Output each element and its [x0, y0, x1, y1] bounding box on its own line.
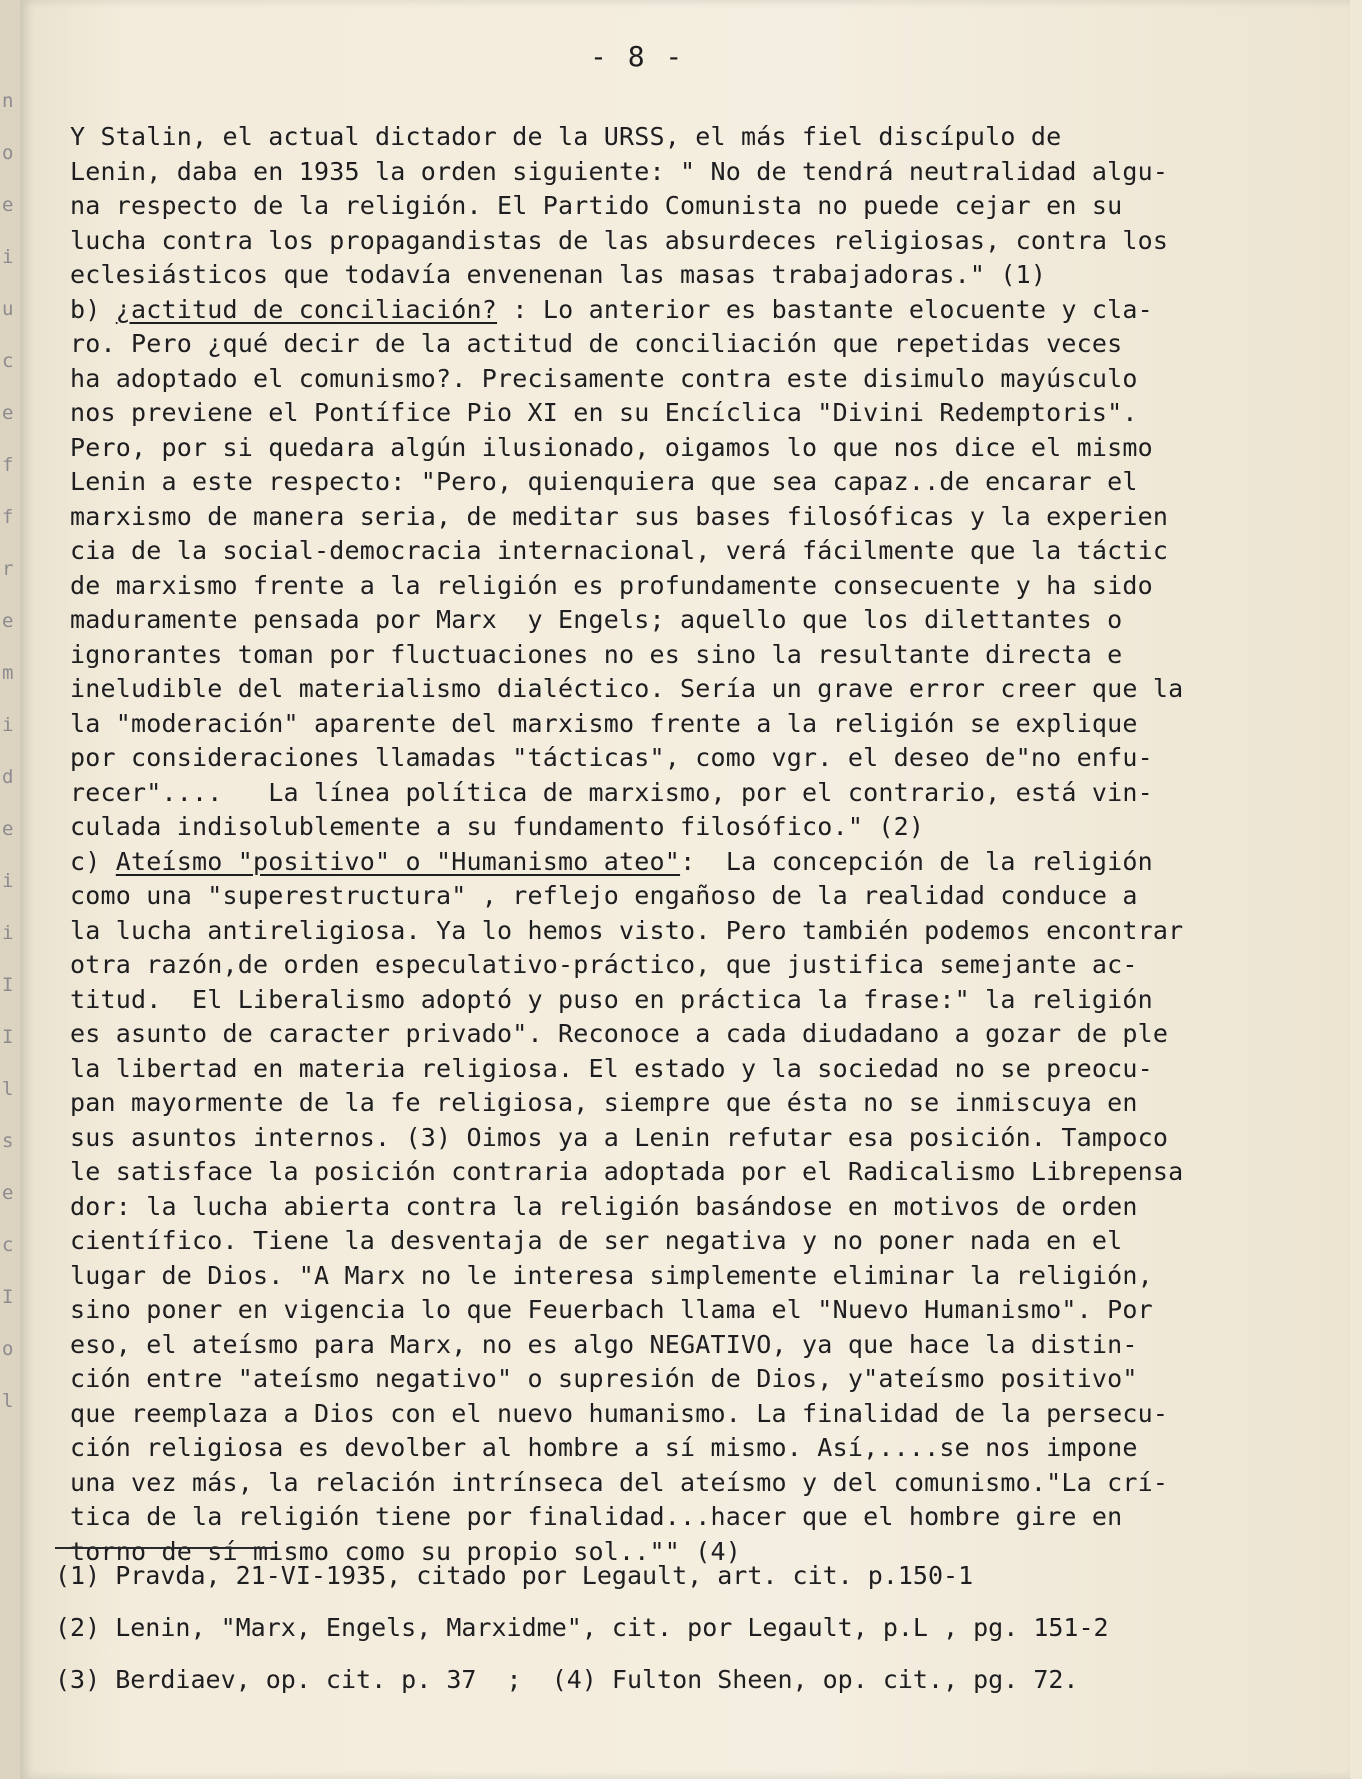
text-line	[70, 1397, 1360, 1432]
text-line	[70, 1190, 1360, 1225]
bleed-letter: e	[2, 818, 14, 840]
text-segment: ción religiosa es devolber al hombre a sí mismo. Así,....se nos impone	[70, 1433, 1138, 1462]
text-segment: Pero, por si quedara algún ilusionado, oigamos lo que nos dice el mismo	[70, 432, 1153, 462]
text-line	[70, 258, 1360, 293]
text-line	[70, 1017, 1360, 1052]
text-segment: tica de la religión tiene por finalidad...hacer que el hombre gire en	[70, 1502, 1123, 1531]
footnotes	[55, 1550, 1355, 1706]
document-page	[20, 0, 1350, 1779]
text-segment: sus asuntos internos. (3) Oimos ya a Lenin refutar esa posición. Tampoco	[70, 1122, 1169, 1152]
text-line	[70, 224, 1360, 259]
text-line	[70, 1362, 1360, 1397]
text-line	[70, 707, 1360, 742]
text-line	[70, 845, 1360, 880]
text-line	[70, 120, 1360, 155]
text-line	[70, 603, 1360, 638]
text-line	[70, 465, 1360, 500]
text-segment: eso, el ateísmo para Marx, no es algo NEGATIVO, ya que hace la distin-	[70, 1329, 1138, 1359]
text-segment: la "moderación" aparente del marxismo frente a la religión se explique	[70, 708, 1138, 738]
text-line	[70, 1224, 1360, 1259]
text-segment: ha adoptado el comunismo?. Precisamente contra este disimulo mayúsculo	[70, 363, 1138, 393]
text-segment: Lenin a este respecto: "Pero, quienquiera que sea capaz..de encarar el	[70, 467, 1138, 496]
bleed-letter: o	[2, 1338, 14, 1360]
text-line	[70, 396, 1360, 431]
text-segment: ro. Pero ¿qué decir de la actitud de conciliación que repetidas veces	[70, 329, 1123, 358]
text-line	[70, 948, 1360, 983]
text-segment: na respecto de la religión. El Partido Comunista no puede cejar en su	[70, 191, 1123, 220]
text-line	[70, 638, 1360, 673]
text-segment: b)	[70, 294, 116, 324]
text-segment: como una "superestructura" , reflejo engañoso de la realidad conduce a	[70, 881, 1138, 910]
bleed-letter: d	[2, 766, 14, 788]
footnote-separator	[55, 1547, 275, 1549]
bleed-letter: i	[2, 870, 14, 892]
text-segment: nos previene el Pontífice Pio XI en su Encíclica "Divini Redemptoris".	[70, 398, 1138, 427]
text-segment: : Lo anterior es bastante elocuente y cla-	[497, 294, 1153, 324]
text-line	[70, 431, 1360, 466]
text-segment: una vez más, la relación intrínseca del ateísmo y del comunismo."La crí-	[70, 1467, 1169, 1497]
text-line	[70, 1121, 1360, 1156]
text-line	[70, 362, 1360, 397]
bleed-letter: i	[2, 922, 14, 944]
footnote: (2) Lenin, "Marx, Engels, Marxidme", cit. por Legault, p.L , pg. 151-2	[55, 1613, 1109, 1642]
text-segment: la lucha antireligiosa. Ya lo hemos visto. Pero también podemos encontrar	[70, 915, 1184, 945]
bleed-letter: I	[2, 1026, 14, 1048]
footnote: (1) Pravda, 21-VI-1935, citado por Legault, art. cit. p.150-1	[55, 1561, 974, 1590]
text-line	[70, 1155, 1360, 1190]
text-line	[70, 293, 1360, 328]
body-text	[70, 120, 1360, 1569]
text-line	[70, 534, 1360, 569]
text-line	[70, 1293, 1360, 1328]
text-line	[70, 672, 1360, 707]
text-line	[70, 1052, 1360, 1087]
text-segment: lucha contra los propagandistas de las absurdeces religiosas, contra los	[70, 225, 1169, 255]
bleed-letter: o	[2, 142, 14, 164]
text-line	[70, 569, 1360, 604]
bleed-letter: e	[2, 610, 14, 632]
text-segment: pan mayormente de la fe religiosa, siempre que ésta no se inmiscuya en	[70, 1088, 1138, 1117]
bleed-letter: f	[2, 454, 14, 476]
underlined-heading: Ateísmo "positivo" o "Humanismo ateo"	[115, 846, 681, 876]
text-segment: por consideraciones llamadas "tácticas", como vgr. el deseo de"no enfu-	[70, 743, 1153, 772]
bleed-letter: l	[2, 1078, 14, 1100]
text-segment: Lenin, daba en 1935 la orden siguiente: " No de tendrá neutralidad algu-	[70, 156, 1169, 186]
text-segment: es asunto de caracter privado". Reconoce a cada diudadano a gozar de ple	[70, 1019, 1169, 1048]
bleed-letter: i	[2, 714, 14, 736]
text-line	[70, 500, 1360, 535]
text-line	[70, 810, 1360, 845]
bleed-letter: c	[2, 350, 14, 372]
bleed-letter: i	[2, 246, 14, 268]
text-line	[70, 1500, 1360, 1535]
page-number: - 8 -	[590, 40, 685, 73]
text-segment: dor: la lucha abierta contra la religión basándose en motivos de orden	[70, 1191, 1138, 1221]
bleed-letter: l	[2, 1390, 14, 1412]
text-line	[70, 1431, 1360, 1466]
text-segment: cia de la social-democracia internacional, verá fácilmente que la táctic	[70, 536, 1169, 565]
text-segment: le satisface la posición contraria adoptada por el Radicalismo Librepensa	[70, 1157, 1184, 1186]
text-segment: ción entre "ateísmo negativo" o supresión de Dios, y"ateísmo positivo"	[70, 1364, 1138, 1393]
bleed-letter: n	[2, 90, 14, 112]
bleed-letter: I	[2, 1286, 14, 1308]
bleed-letter: e	[2, 194, 14, 216]
bleed-letter: I	[2, 974, 14, 996]
text-segment: marxismo de manera seria, de meditar sus bases filosóficas y la experien	[70, 501, 1169, 531]
text-line	[70, 155, 1360, 190]
bleed-letter: c	[2, 1234, 14, 1256]
text-segment: maduramente pensada por Marx y Engels; aquello que los dilettantes o	[70, 605, 1123, 634]
underlined-heading: ¿actitud de conciliación?	[115, 294, 498, 324]
text-line	[70, 1086, 1360, 1121]
bleed-letter: s	[2, 1130, 14, 1152]
text-line	[70, 1466, 1360, 1501]
text-line	[70, 189, 1360, 224]
text-line	[70, 741, 1360, 776]
text-segment: culada indisolublemente a su fundamento filosófico." (2)	[70, 812, 925, 841]
bleed-letter: m	[2, 662, 14, 684]
text-segment: c)	[70, 846, 116, 876]
text-line	[70, 1259, 1360, 1294]
text-line	[70, 983, 1360, 1018]
text-line	[70, 914, 1360, 949]
text-line	[70, 327, 1360, 362]
text-line	[70, 879, 1360, 914]
footnote: (3) Berdiaev, op. cit. p. 37 ; (4) Fulton Sheen, op. cit., pg. 72.	[55, 1665, 1079, 1694]
text-segment: otra razón,de orden especulativo-práctico, que justifica semejante ac-	[70, 950, 1138, 979]
text-segment: que reemplaza a Dios con el nuevo humanismo. La finalidad de la persecu-	[70, 1398, 1169, 1428]
text-segment: científico. Tiene la desventaja de ser negativa y no poner nada en el	[70, 1226, 1123, 1255]
text-segment: ineludible del materialismo dialéctico. Sería un grave error creer que la	[70, 674, 1184, 703]
bleed-letter: e	[2, 1182, 14, 1204]
text-segment: eclesiásticos que todavía envenenan las masas trabajadoras." (1)	[70, 260, 1047, 289]
text-segment: : La concepción de la religión	[680, 846, 1153, 876]
text-line	[70, 1328, 1360, 1363]
text-segment: sino poner en vigencia lo que Feuerbach llama el "Nuevo Humanismo". Por	[70, 1295, 1153, 1324]
text-segment: recer".... La línea política de marxismo, por el contrario, está vin-	[70, 777, 1153, 807]
text-segment: de marxismo frente a la religión es profundamente consecuente y ha sido	[70, 570, 1153, 600]
bleed-letter: f	[2, 506, 14, 528]
text-segment: lugar de Dios. "A Marx no le interesa simplemente eliminar la religión,	[70, 1260, 1153, 1290]
text-segment: ignorantes toman por fluctuaciones no es sino la resultante directa e	[70, 639, 1123, 669]
text-segment: titud. El Liberalismo adoptó y puso en práctica la frase:" la religión	[70, 984, 1153, 1014]
bleed-letter: u	[2, 298, 14, 320]
text-line	[70, 776, 1360, 811]
bleed-letter: e	[2, 402, 14, 424]
bleed-letter: r	[2, 558, 14, 580]
text-segment: torno de sí mismo como su propio sol.."" (4)	[70, 1536, 742, 1566]
text-segment: la libertad en materia religiosa. El estado y la sociedad no se preocu-	[70, 1053, 1153, 1083]
text-segment: Y Stalin, el actual dictador de la URSS, el más fiel discípulo de	[70, 122, 1062, 151]
